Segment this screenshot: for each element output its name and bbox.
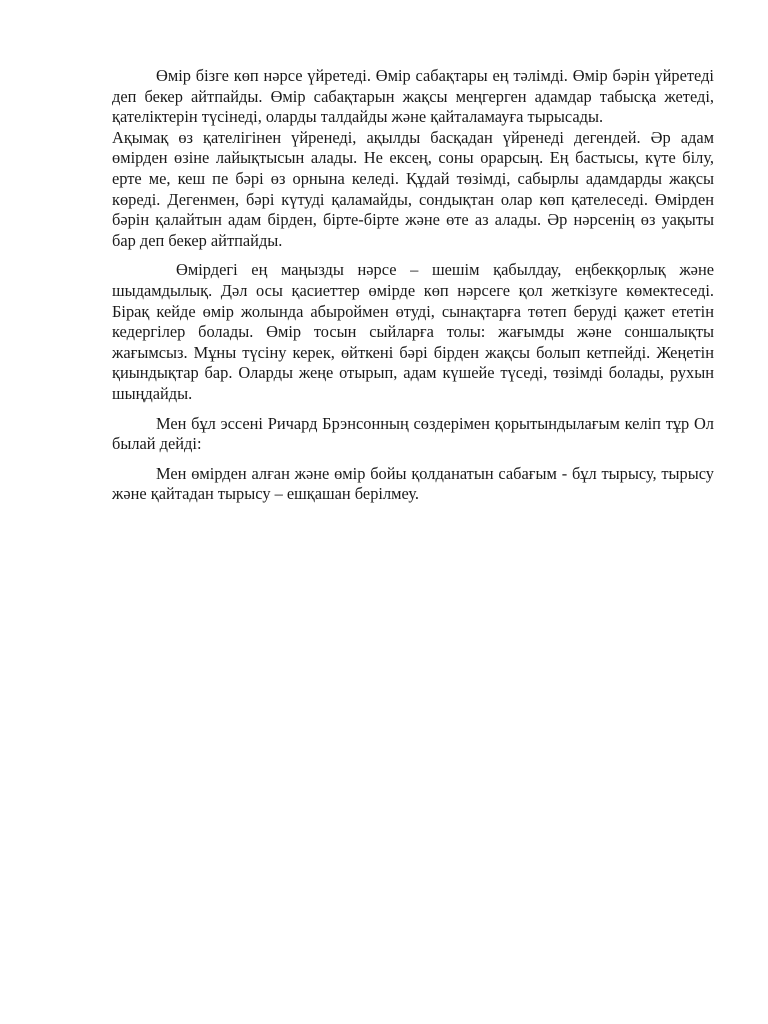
paragraph-5: Мен өмірден алған және өмір бойы қолданатын сабағым - бұл тырысу, тырысу және қайтадан тырысу – ешқашан берілмеу. — [112, 463, 714, 504]
paragraph-2: Ақымақ өз қателігінен үйренеді, ақылды басқадан үйренеді дегендей. Әр адам өмірден өзіне лайықтысын алады. Не ексең, соны орарсың. Ең бастысы, күте білу, ерте ме, кеш пе бәрі өз орнына келеді. Құдай төзімді, сабырлы адамдарды жақсы көреді. Дегенмен, бәрі күтуді қаламайды, сондықтан олар көп қателеседі. Өмірден бәрін қалайтын адам бірден, бірте-бірте және өте аз алады. Әр нәрсенің өз уақыты бар деп бекер айтпайды. — [112, 127, 714, 250]
paragraph-1: Өмір бізге көп нәрсе үйретеді. Өмір сабақтары ең тәлімді. Өмір бәрін үйретеді деп бекер айтпайды. Өмір сабақтарын жақсы меңгерген адамдар табысқа жетеді, қателіктерін түсінеді, оларды талдайды және қайталамауға тырысады. — [112, 66, 714, 127]
document-body — [112, 66, 714, 505]
paragraph-3: Өмірдегі ең маңызды нәрсе – шешім қабылдау, еңбекқорлық және шыдамдылық. Дәл осы қасиеттер өмірде көп нәрсеге қол жеткізуге көмектеседі. Бірақ кейде өмір жолында абыроймен өтуді, сынақтарға төтеп беруді қажет ететін кедергілер болады. Өмір тосын сыйларға толы: жағымды және соншалықты жағымсыз. Мұны түсіну керек, өйткені бәрі бірден жақсы болып кетпейді. Жеңетін қиындықтар бар. Оларды жеңе отырып, адам күшейе түседі, төзімді болады, рухын шыңдайды. — [112, 260, 714, 403]
paragraph-4: Мен бұл эссені Ричард Брэнсонның сөздерімен қорытындылағым келіп тұр Ол былай дейді: — [112, 413, 714, 454]
